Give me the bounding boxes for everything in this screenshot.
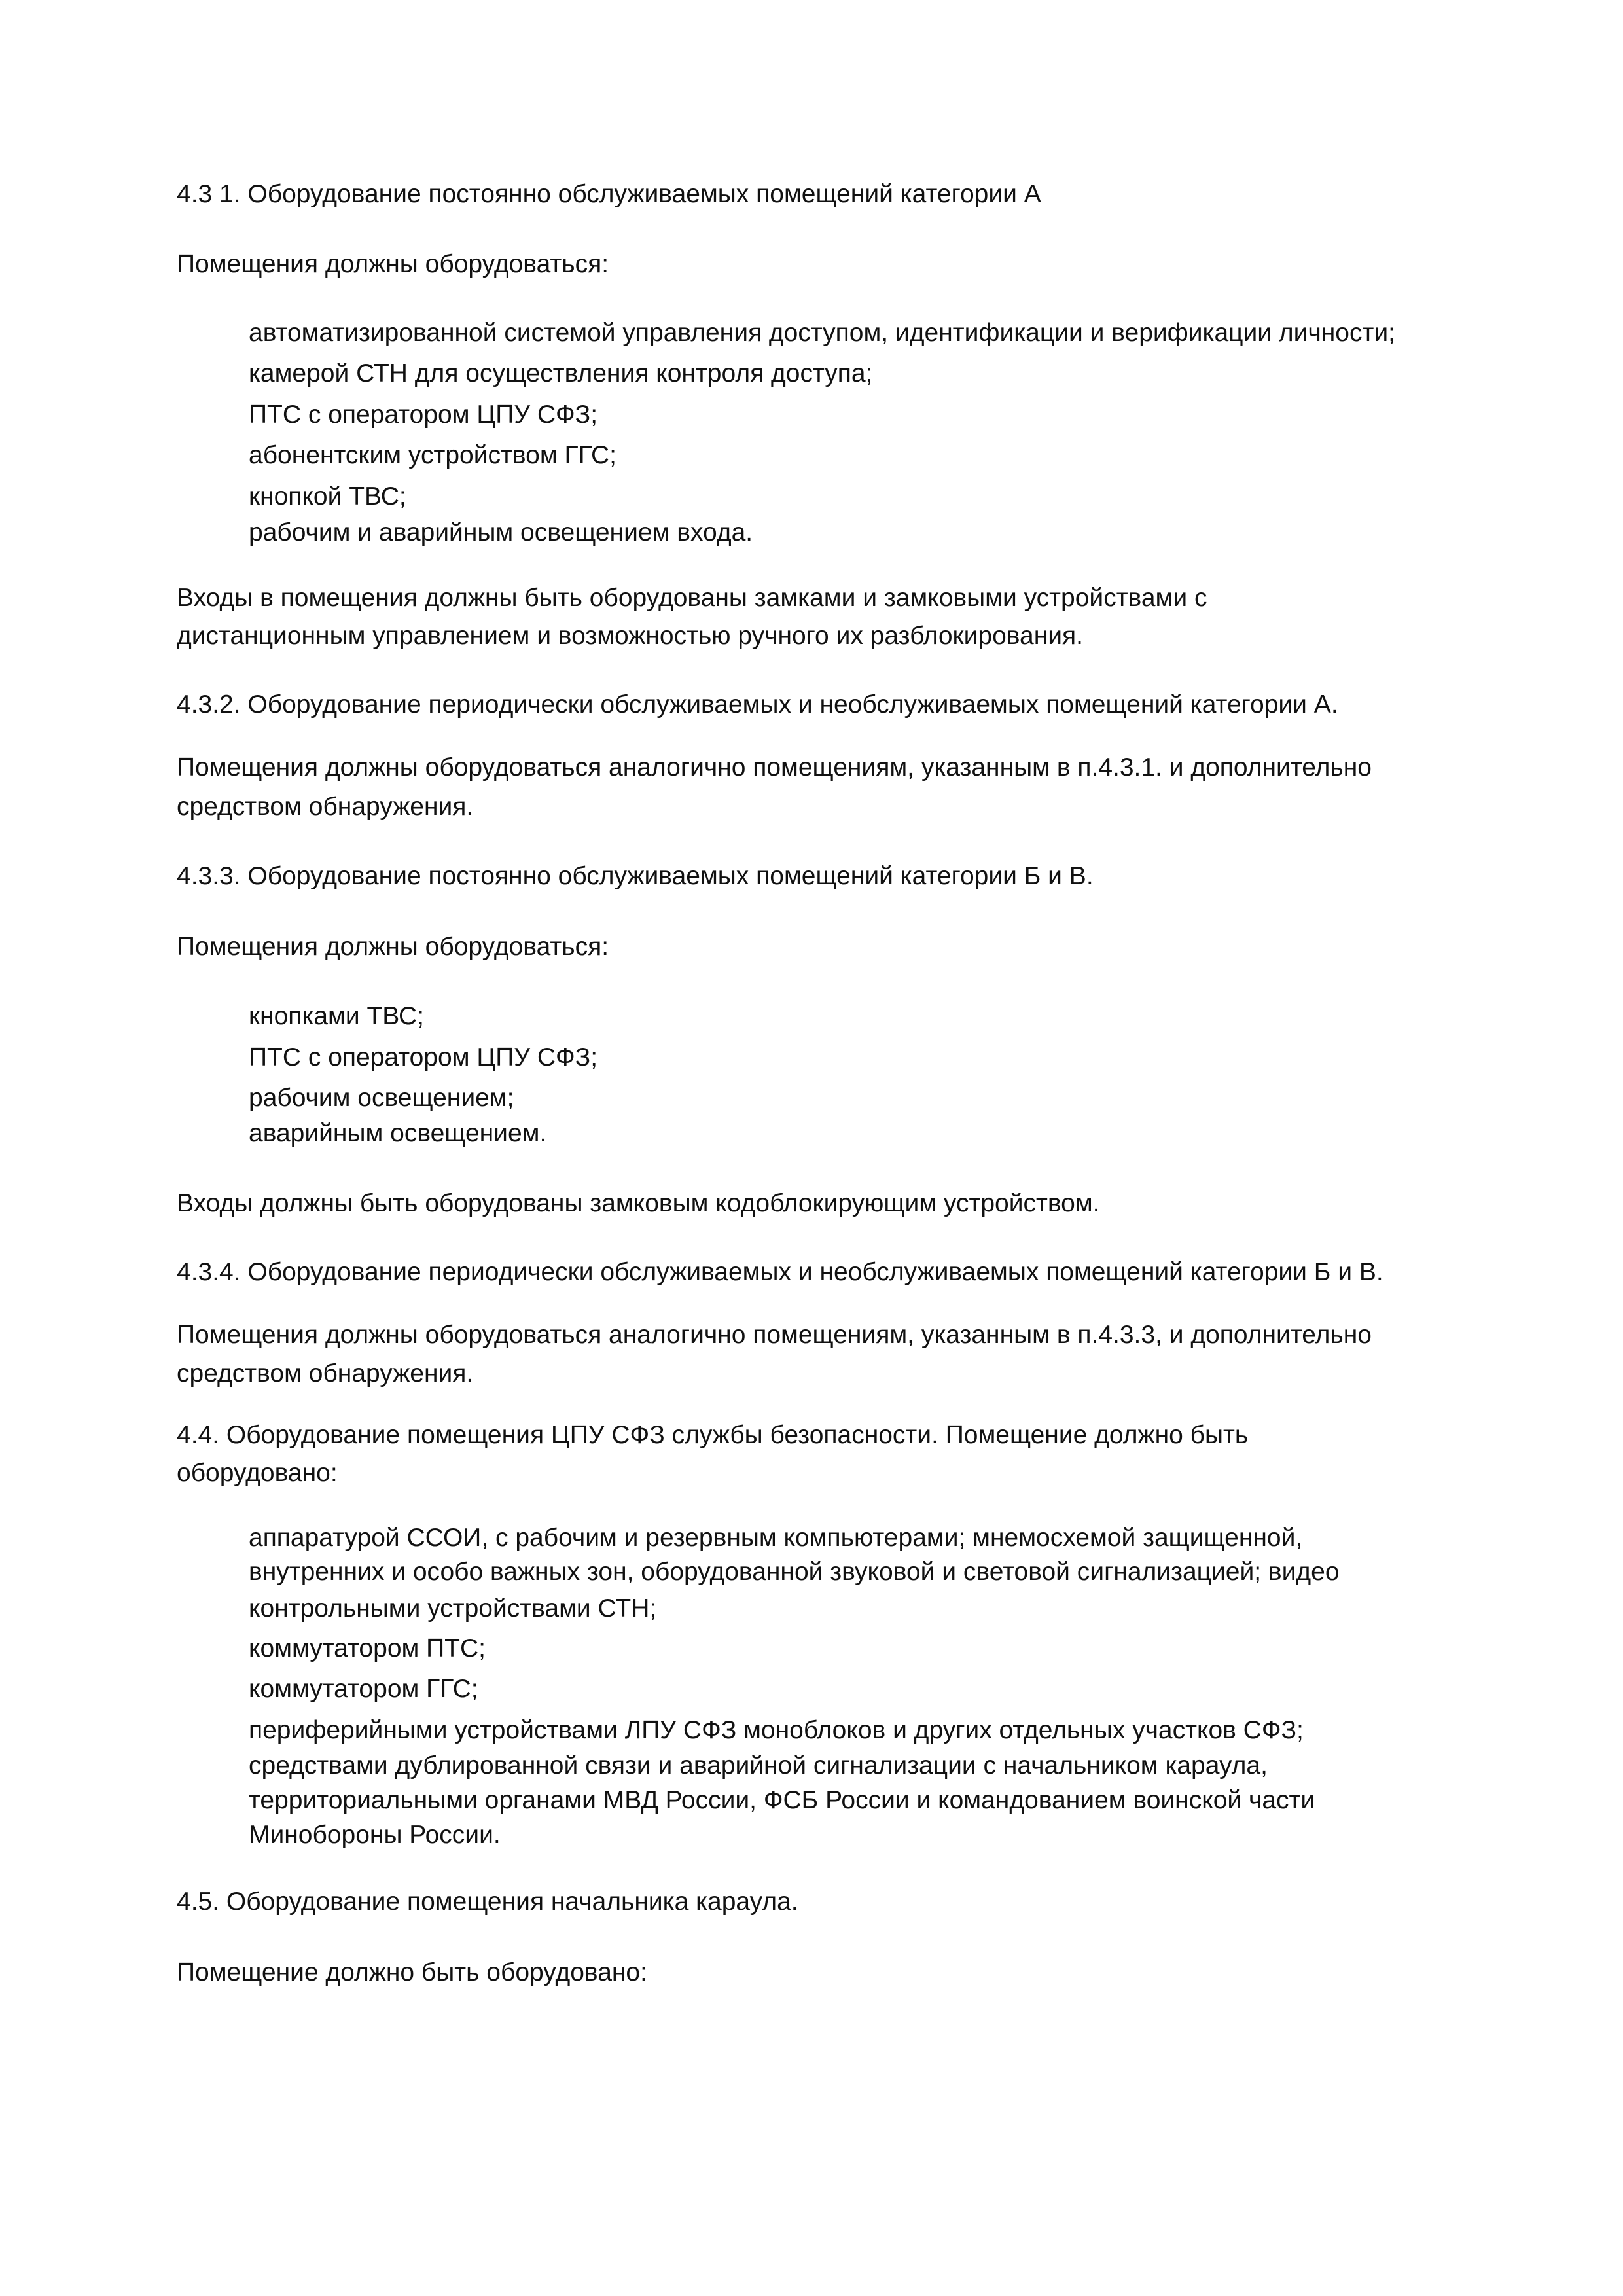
list-item: рабочим освещением;	[249, 1084, 514, 1112]
section-4-5-intro: Помещение должно быть оборудовано:	[177, 1958, 647, 1986]
section-4-3-2-text-line1: Помещения должны оборудоваться аналогично помещениям, указанным в п.4.3.1. и дополнительно	[177, 753, 1372, 781]
section-4-4-heading-line1: 4.4. Оборудование помещения ЦПУ СФЗ службы безопасности. Помещение должно быть	[177, 1421, 1249, 1449]
section-4-3-4-heading: 4.3.4. Оборудование периодически обслуживаемых и необслуживаемых помещений категории Б и В.	[177, 1258, 1383, 1286]
section-4-3-1-entrances-line1: Входы в помещения должны быть оборудованы замками и замковыми устройствами с	[177, 584, 1207, 612]
list-item: коммутатором ПТС;	[249, 1634, 486, 1662]
section-4-3-4-text-line2: средством обнаружения.	[177, 1359, 474, 1388]
list-item: абонентским устройством ГГС;	[249, 441, 616, 469]
section-4-3-1-entrances-line2: дистанционным управлением и возможностью ручного их разблокирования.	[177, 622, 1084, 650]
list-item: Минобороны России.	[249, 1821, 501, 1849]
list-item: территориальными органами МВД России, ФСБ России и командованием воинской части	[249, 1786, 1315, 1814]
list-item: кнопкой ТВС;	[249, 482, 406, 511]
section-4-3-3-intro: Помещения должны оборудоваться:	[177, 933, 609, 961]
section-4-4-heading-line2: оборудовано:	[177, 1459, 338, 1487]
list-item: периферийными устройствами ЛПУ СФЗ моноблоков и других отдельных участков СФЗ;	[249, 1716, 1304, 1744]
section-4-3-1-intro: Помещения должны оборудоваться:	[177, 250, 609, 278]
list-item: рабочим и аварийным освещением входа.	[249, 518, 753, 547]
section-4-3-3-entrances: Входы должны быть оборудованы замковым кодоблокирующим устройством.	[177, 1189, 1100, 1217]
list-item: внутренних и особо важных зон, оборудованной звуковой и световой сигнализацией; видео	[249, 1558, 1340, 1586]
list-item: аварийным освещением.	[249, 1119, 547, 1147]
section-4-3-1-heading: 4.3 1. Оборудование постоянно обслуживаемых помещений категории А	[177, 180, 1041, 208]
section-4-3-2-heading: 4.3.2. Оборудование периодически обслуживаемых и необслуживаемых помещений категории А.	[177, 691, 1338, 719]
section-4-3-2-text-line2: средством обнаружения.	[177, 793, 474, 821]
list-item: камерой СТН для осуществления контроля доступа;	[249, 359, 873, 387]
list-item: ПТС с оператором ЦПУ СФЗ;	[249, 401, 598, 429]
section-4-3-3-heading: 4.3.3. Оборудование постоянно обслуживаемых помещений категории Б и В.	[177, 862, 1094, 890]
list-item: кнопками ТВС;	[249, 1002, 424, 1030]
list-item: аппаратурой ССОИ, с рабочим и резервным компьютерами; мнемосхемой защищенной,	[249, 1524, 1303, 1552]
list-item: ПТС с оператором ЦПУ СФЗ;	[249, 1043, 598, 1071]
list-item: средствами дублированной связи и аварийной сигнализации с начальником караула,	[249, 1751, 1268, 1780]
list-item: контрольными устройствами СТН;	[249, 1594, 657, 1623]
section-4-5-heading: 4.5. Оборудование помещения начальника караула.	[177, 1888, 798, 1916]
list-item: коммутатором ГГС;	[249, 1675, 478, 1703]
list-item: автоматизированной системой управления доступом, идентификации и верификации личности;	[249, 319, 1395, 347]
section-4-3-4-text-line1: Помещения должны оборудоваться аналогично помещениям, указанным в п.4.3.3, и дополнительно	[177, 1321, 1372, 1349]
